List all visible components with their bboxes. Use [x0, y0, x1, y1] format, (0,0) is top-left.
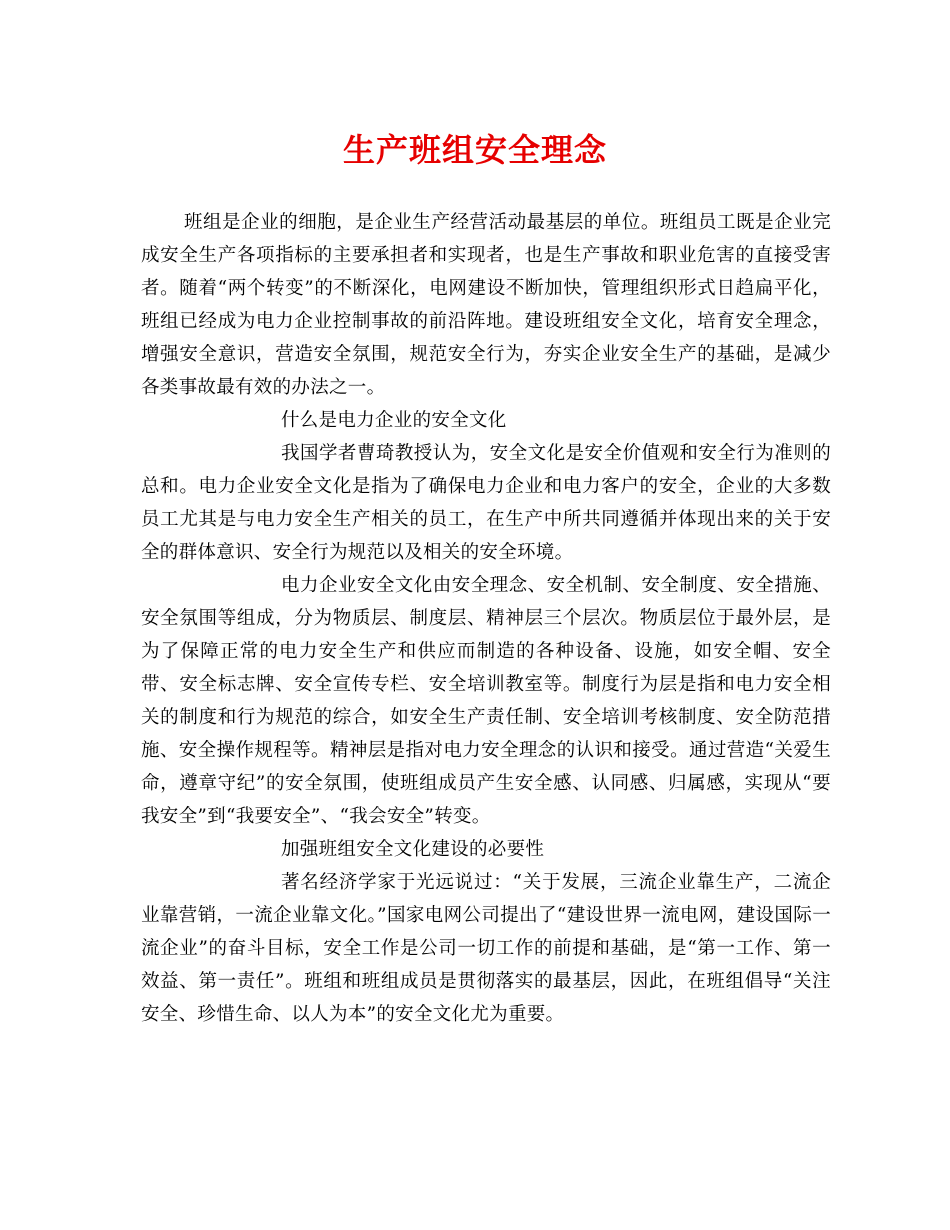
- document-body: [141, 206, 831, 1031]
- document-title: 生产班组安全理念: [342, 131, 607, 169]
- intro-paragraph: 班组是企业的细胞，是企业生产经营活动最基层的单位。班组员工既是企业完成安全生产各项指标的主要承担者和实现者，也是生产事故和职业危害的直接受害者。随着“两个转变”的不断深化，电网建设不断加快，管理组织形式日趋扁平化，班组已经成为电力企业控制事故的前沿阵地。建设班组安全文化，培育安全理念，增强安全意识，营造安全氛围，规范安全行为，夯实企业安全生产的基础，是减少各类事故最有效的办法之一。: [141, 212, 831, 398]
- section-heading-necessity: 加强班组安全文化建设的必要性: [281, 839, 545, 860]
- composition-paragraph: 电力企业安全文化由安全理念、安全机制、安全制度、安全措施、安全氛围等组成，分为物质层、制度层、精神层三个层次。物质层位于最外层，是为了保障正常的电力安全生产和供应而制造的各种设备、设施，如安全帽、安全带、安全标志牌、安全宣传专栏、安全培训教室等。制度行为层是指和电力安全相关的制度和行为规范的综合，如安全生产责任制、安全培训考核制度、安全防范措施、安全操作规程等。精神层是指对电力安全理念的认识和接受。通过营造“关爱生命，遵章守纪”的安全氛围，使班组成员产生安全感、认同感、归属感，实现从“要我安全”到“我要安全”、“我会安全”转变。: [141, 575, 831, 827]
- necessity-paragraph: 著名经济学家于光远说过：“关于发展，三流企业靠生产，二流企业靠营销，一流企业靠文化。”国家电网公司提出了“建设世界一流电网，建设国际一流企业”的奋斗目标，安全工作是公司一切工作的前提和基础，是“第一工作、第一效益、第一责任”。班组和班组成员是贯彻落实的最基层，因此，在班组倡导“关注安全、珍惜生命、以人为本”的安全文化尤为重要。: [141, 872, 831, 1025]
- section-heading-safety-culture: 什么是电力企业的安全文化: [281, 410, 507, 431]
- definition-paragraph: 我国学者曹琦教授认为，安全文化是安全价值观和安全行为准则的总和。电力企业安全文化是指为了确保电力企业和电力客户的安全，企业的大多数员工尤其是与电力安全生产相关的员工，在生产中所共同遵循并体现出来的关于安全的群体意识、安全行为规范以及相关的安全环境。: [141, 443, 831, 563]
